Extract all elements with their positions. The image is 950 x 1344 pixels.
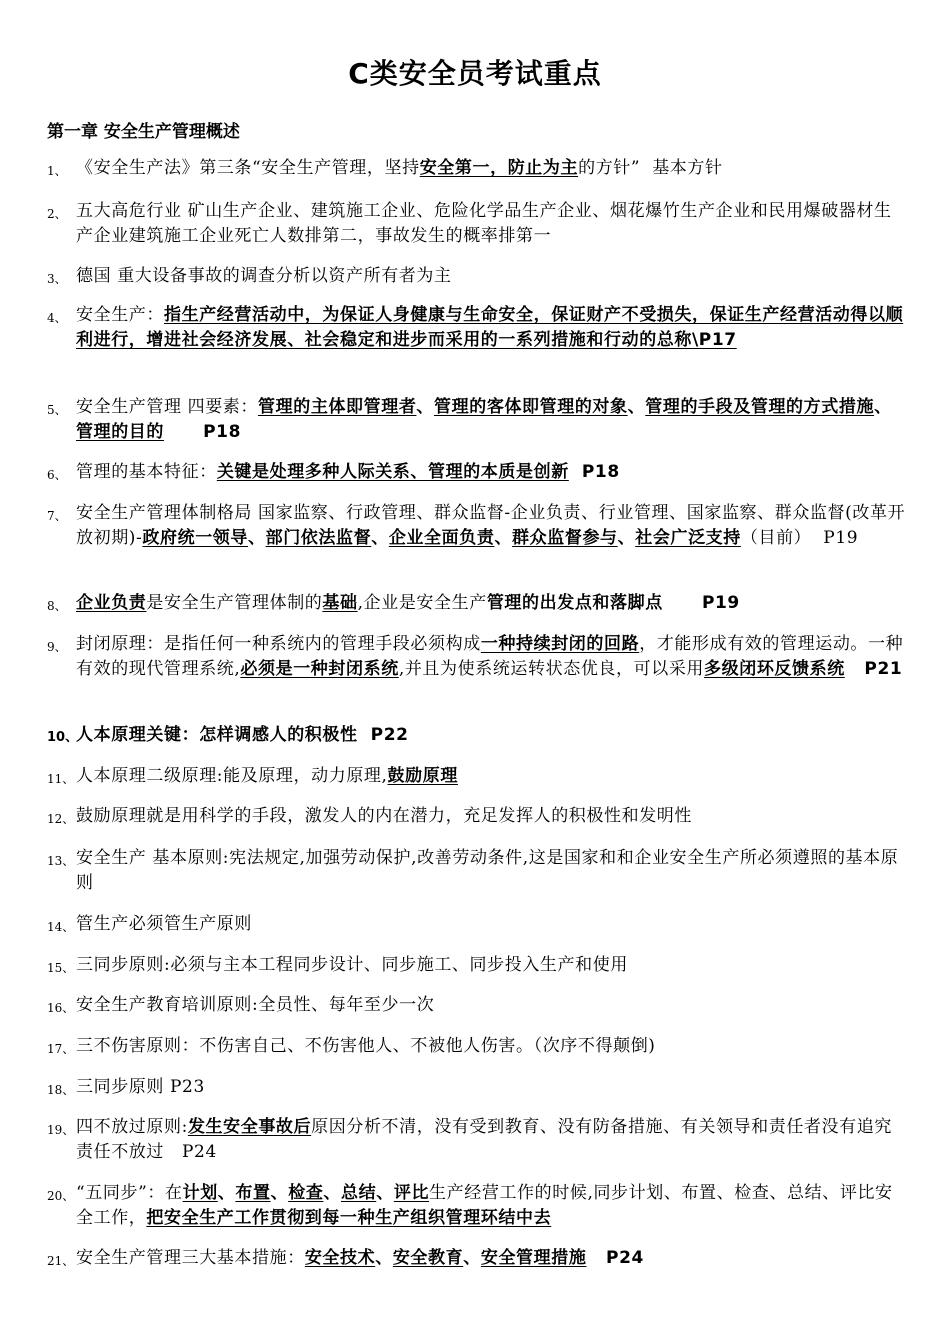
text-run: 四不放过原则:: [76, 1117, 188, 1137]
bold-text: P19: [662, 593, 740, 613]
text-run: 人本原理二级原理:能及原理，动力原理,: [76, 766, 388, 786]
item-text: [76, 199, 909, 249]
item-text: [76, 846, 909, 896]
bold-text: P18: [568, 462, 620, 482]
item-text: [76, 912, 909, 937]
text-run: 安全生产 基本原则:宪法规定,加强劳动保护,改善劳动条件,这是国家和和企业安全生产所必须遵照的基本原则: [76, 848, 899, 893]
list-item: [47, 1034, 909, 1059]
emphasized-text: 评比: [393, 1183, 430, 1203]
list-item: [47, 1181, 909, 1231]
item-text: [76, 723, 909, 748]
emphasized-text: 社会广泛支持: [635, 528, 741, 548]
list-item: [47, 591, 909, 616]
item-number: 11、: [47, 772, 75, 786]
item-text: [76, 1115, 909, 1165]
text-run: “五同步”：在: [76, 1183, 183, 1203]
emphasized-text: 群众监督参与: [512, 528, 618, 548]
page-title: C类安全员考试重点: [348, 57, 602, 90]
item-number: 16、: [47, 1001, 75, 1015]
emphasized-text: 一种持续封闭的回路: [480, 634, 640, 654]
item-number: 13、: [47, 854, 75, 868]
text-run: ,企业是安全生产: [357, 593, 487, 613]
bold-text: P24: [586, 1248, 644, 1268]
emphasized-text: 把安全生产工作贯彻到每一种生产组织管理环结中去: [146, 1208, 552, 1228]
emphasized-text: 必须是一种封闭系统: [240, 659, 399, 679]
emphasized-text: 部门依法监督: [265, 528, 372, 548]
item-number: 3、: [47, 272, 67, 286]
list-item: [47, 764, 909, 789]
emphasized-text: 管理的客体即管理的对象: [434, 397, 628, 417]
text-run: 封闭原理：是指任何一种系统内的管理手段必须构成: [76, 634, 481, 654]
list-item: [47, 303, 909, 353]
emphasized-text: 安全技术: [304, 1248, 376, 1268]
emphasized-text: 多级闭环反馈系统: [704, 659, 845, 679]
text-run: 德国 重大设备事故的调查分析以资产所有者为主: [76, 266, 452, 286]
text-run: 三不伤害原则：不伤害自己、不伤害他人、不被他人伤害。（次序不得颠倒): [76, 1036, 656, 1056]
emphasized-text: 布置: [235, 1183, 271, 1203]
text-run: 三同步原则 P23: [76, 1077, 205, 1097]
item-text: [76, 460, 909, 485]
item-text: [76, 395, 909, 445]
list-item: [47, 501, 909, 551]
item-number: 4、: [47, 311, 67, 325]
item-text: [76, 1246, 909, 1271]
text-run: ，才能形成有效的管理运动。一种有效的现代管理系统,: [76, 634, 904, 679]
bold-text: 、: [371, 528, 389, 548]
emphasized-text: 管理的手段及管理的方式措施: [645, 397, 875, 417]
emphasized-text: 总结: [341, 1183, 377, 1203]
item-text: [76, 993, 909, 1018]
item-number: 18、: [47, 1083, 75, 1097]
item-number: 1、: [47, 164, 67, 178]
list-item: [47, 1115, 909, 1165]
list-item: [47, 156, 909, 181]
item-number: 8、: [47, 599, 67, 613]
item-text: [76, 156, 909, 181]
text-run: 三同步原则:必须与主本工程同步设计、同步施工、同步投入生产和使用: [76, 955, 628, 975]
bold-text: 、: [270, 1183, 289, 1203]
text-run: 五大高危行业 矿山生产企业、建筑施工企业、危险化学品生产企业、烟花爆竹生产企业和民用爆破器材生产企业建筑施工企业死亡人数排第二，事故发生的概率排第一: [76, 201, 892, 246]
list-item: [47, 804, 909, 829]
emphasized-text: 安全第一，防止为主: [419, 158, 579, 178]
item-text: [76, 264, 909, 289]
text-run: 鼓励原理就是用科学的手段，激发人的内在潜力，充足发挥人的积极性和发明性: [76, 806, 692, 826]
item-number: 21、: [47, 1254, 75, 1268]
emphasized-text: 安全管理措施: [480, 1248, 587, 1268]
bold-text: 、: [617, 528, 636, 548]
bold-text: 管理的出发点和落脚点: [486, 593, 663, 613]
item-text: [76, 804, 909, 829]
list-item: [47, 953, 909, 978]
text-run: 是安全生产管理体制的: [146, 593, 323, 613]
emphasized-text: 安全教育: [392, 1248, 464, 1268]
emphasized-text: 管理的目的: [76, 422, 164, 442]
emphasized-text: 指生产经营活动中，为保证人身健康与生命安全，保证财产不受损失，保证生产经营活动得以顺利进行，增进社会经济发展、社会稳定和进步而采用的一系列措施和行动的总称\P17: [76, 305, 904, 350]
item-text: [76, 1181, 909, 1231]
bold-text: 、: [323, 1183, 342, 1203]
bold-text: 人本原理关键：怎样调感人的积极性 P22: [76, 725, 409, 745]
text-run: 安全生产管理体制格局 国家监察、行政管理、群众监督-企业负责、行业管理、国家监察、群众监督(改革开放初期)-: [76, 503, 906, 548]
text-run: 原因分析不清，没有受到教育、没有防备措施、有关领导和责任者没有追究责任不放过 P24: [76, 1117, 892, 1162]
item-text: [76, 632, 909, 682]
emphasized-text: 发生安全事故后: [187, 1117, 312, 1137]
bold-text: 、: [874, 397, 892, 417]
list-item: [47, 846, 909, 896]
item-number: 20、: [47, 1189, 75, 1203]
text-run: 安全生产：: [76, 305, 164, 325]
list-item: [47, 1075, 909, 1100]
emphasized-text: 基础: [322, 593, 358, 613]
chapter-heading: 第一章 安全生产管理概述: [47, 122, 240, 142]
item-number: 19、: [47, 1123, 75, 1137]
text-run: 管理的基本特征：: [76, 462, 217, 482]
text-run: 管生产必须管生产原则: [76, 914, 252, 934]
bold-text: P21: [844, 659, 903, 679]
bold-text: 、: [375, 1248, 393, 1268]
list-item: [47, 264, 909, 289]
item-number: 15、: [47, 961, 75, 975]
item-number: 12、: [47, 812, 75, 826]
item-number: 7、: [47, 509, 67, 523]
text-run: 《安全生产法》第三条“安全生产管理，坚持: [76, 158, 420, 178]
text-run: 生产经营工作的时候,同步计划、布置、检查、总结、评比安全工作，: [76, 1183, 893, 1228]
text-run: 安全生产管理三大基本措施：: [76, 1248, 305, 1268]
bold-text: 、: [248, 528, 266, 548]
text-run: 的方针” 基本方针: [578, 158, 723, 178]
text-run: 安全生产管理 四要素：: [76, 397, 259, 417]
list-item: [47, 199, 909, 249]
item-text: [76, 501, 909, 551]
item-number: 17、: [47, 1042, 75, 1056]
bold-text: 、: [494, 528, 513, 548]
emphasized-text: 企业全面负责: [388, 528, 495, 548]
item-text: [76, 1075, 909, 1100]
bold-text: 、: [416, 397, 435, 417]
bold-text: P18: [164, 422, 242, 442]
emphasized-text: 政府统一领导: [142, 528, 248, 548]
text-run: ,并且为使系统运转状态优良，可以采用: [398, 659, 705, 679]
item-text: [76, 1034, 909, 1059]
list-item: [47, 1246, 909, 1271]
list-item: [47, 460, 909, 485]
bold-text: 、: [376, 1183, 394, 1203]
emphasized-text: 企业负责: [76, 593, 147, 613]
list-item: [47, 912, 909, 937]
text-run: （目前） P19: [740, 528, 859, 548]
emphasized-text: 关键是处理多种人际关系、管理的本质是创新: [216, 462, 569, 482]
item-number: 9、: [47, 640, 67, 654]
emphasized-text: 计划: [182, 1183, 218, 1203]
bold-text: 、: [463, 1248, 481, 1268]
list-item: [47, 723, 909, 748]
text-run: 安全生产教育培训原则:全员性、每年至少一次: [76, 995, 435, 1015]
item-number: 2、: [47, 207, 67, 221]
emphasized-text: 鼓励原理: [387, 766, 458, 786]
bold-text: 、: [627, 397, 646, 417]
item-text: [76, 764, 909, 789]
item-text: [76, 303, 909, 353]
list-item: [47, 395, 909, 445]
item-number: 14、: [47, 920, 75, 934]
emphasized-text: 管理的主体即管理者: [258, 397, 417, 417]
bold-text: 、: [217, 1183, 236, 1203]
item-number: 10、: [47, 730, 79, 745]
list-item: [47, 632, 909, 682]
list-item: [47, 993, 909, 1018]
item-text: [76, 591, 909, 616]
item-text: [76, 953, 909, 978]
item-number: 5、: [47, 403, 67, 417]
item-number: 6、: [47, 468, 67, 482]
emphasized-text: 检查: [288, 1183, 324, 1203]
